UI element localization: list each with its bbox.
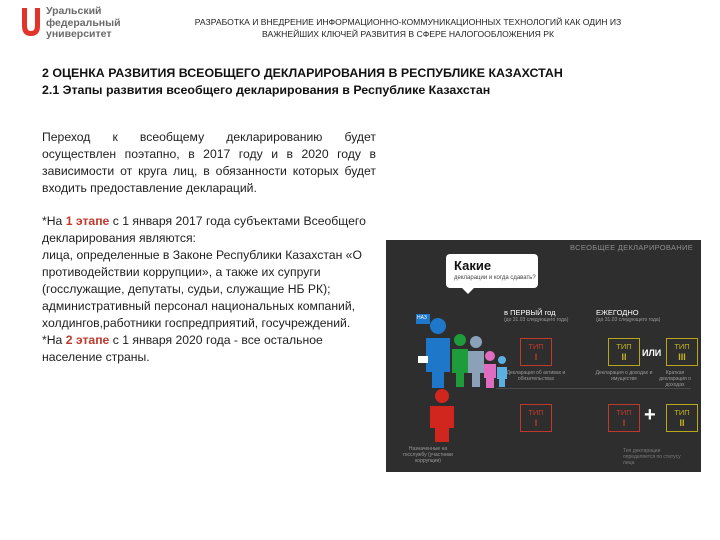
declaration-infographic [386,240,701,472]
badge-label: НАЗ [417,315,427,321]
stage-2-text: с 1 января 2020 года - все остальное население страны. [42,333,323,364]
person-caption: Назначенные на госслужбу (участники коррупции) [403,446,453,464]
intro-paragraph: Переход к всеобщему декларированию будет осуществлен поэтапно, в 2017 году и в 2020 году в зависимости от круга лиц, в обязанности которых будет входить предоставление деклараций. [42,130,376,195]
type-roman: II [621,352,627,362]
university-logo [20,4,130,44]
type-label: ТИП [528,408,544,417]
or-label: ИЛИ [642,348,662,358]
logo-line-3: университет [46,28,112,40]
stage-1-prefix: *На [42,214,66,228]
logo-line-2: федеральный [46,16,121,29]
column-first-year-sub: (до 31.03 следующего года) [504,317,569,323]
urfu-logo-icon [20,6,42,40]
question-bubble [446,254,538,288]
column-first-year [504,308,568,323]
type-label: ТИП [674,408,690,417]
type-1-box-row2 [520,404,552,432]
stages-paragraph [42,213,374,366]
type-roman: II [679,418,685,428]
section-title: 2 ОЦЕНКА РАЗВИТИЯ ВСЕОБЩЕГО ДЕКЛАРИРОВАНИЯ В РЕСПУБЛИКЕ КАЗАХСТАН [42,66,563,80]
question-title: Какие [454,258,492,273]
type-3-caption: Краткая декларация о доходах [659,370,691,388]
type-2-box-row2 [666,404,698,432]
type-label: ТИП [616,408,632,417]
header-title [148,16,668,40]
infographic-footnote: Тип декларации определяется по статусу лица [623,448,681,466]
header-line-1: РАЗРАБОТКА И ВНЕДРЕНИЕ ИНФОРМАЦИОННО-КОММУНИКАЦИОННЫХ ТЕХНОЛОГИЙ КАК ОДИН ИЗ [194,17,622,27]
type-1-caption: Декларация об активах и обязательствах [506,370,566,382]
subsection-title: 2.1 Этапы развития всеобщего декларирования в Республике Казахстан [42,83,491,97]
type-label: ТИП [674,342,690,351]
stage-2-label: 2 этапе [65,333,110,347]
stage-2-prefix: *На [42,333,66,347]
person-red-icon [422,388,462,444]
stage-1-line [42,213,374,247]
type-roman: I [622,418,626,428]
type-label: ТИП [616,342,632,351]
logo-text [46,6,121,41]
stage-1-item-2: административный персонал национальных компаний, холдингов,работники госпредприятий, госучреждений. [42,299,356,330]
type-roman: I [534,352,538,362]
type-3-box-row1 [666,338,698,366]
type-2-caption: Декларация о доходах и имуществе [595,370,653,382]
stage-1-text: с 1 января 2017 года субъектами Всеобщего декларирования являются: [42,214,366,245]
header-line-2: ВАЖНЕЙШИХ КЛЮЧЕЙ РАЗВИТИЯ В СФЕРЕ НАЛОГООБЛОЖЕНИЯ РК [262,29,554,39]
column-annually [596,308,660,323]
plus-sign: + [644,404,656,426]
column-annually-sub: (до 31.03 следующего года) [596,317,661,323]
stage-1-label: 1 этапе [65,214,110,228]
type-2-box-row1 [608,338,640,366]
people-group-icon [414,312,514,390]
column-first-year-title: в ПЕРВЫЙ год [504,308,556,317]
stage-1-item-1: лица, определенные в Законе Республики Казахстан «О противодействии коррупции», а также их супруги (госслужащие, депутаты, судьи, служащие НБ РК); [42,248,362,296]
logo-line-1: Уральский [46,5,102,17]
type-roman: I [534,418,538,428]
type-label: ТИП [528,342,544,351]
stage-2-line [42,332,374,366]
question-subtitle: декларации и когда сдавать? [454,275,536,281]
type-roman: III [678,352,686,362]
type-1-box-annual [608,404,640,432]
column-annually-title: ЕЖЕГОДНО [596,308,639,317]
type-1-box-row1 [520,338,552,366]
row-divider [496,388,691,389]
infographic-header: ВСЕОБЩЕЕ ДЕКЛАРИРОВАНИЕ [570,243,693,252]
